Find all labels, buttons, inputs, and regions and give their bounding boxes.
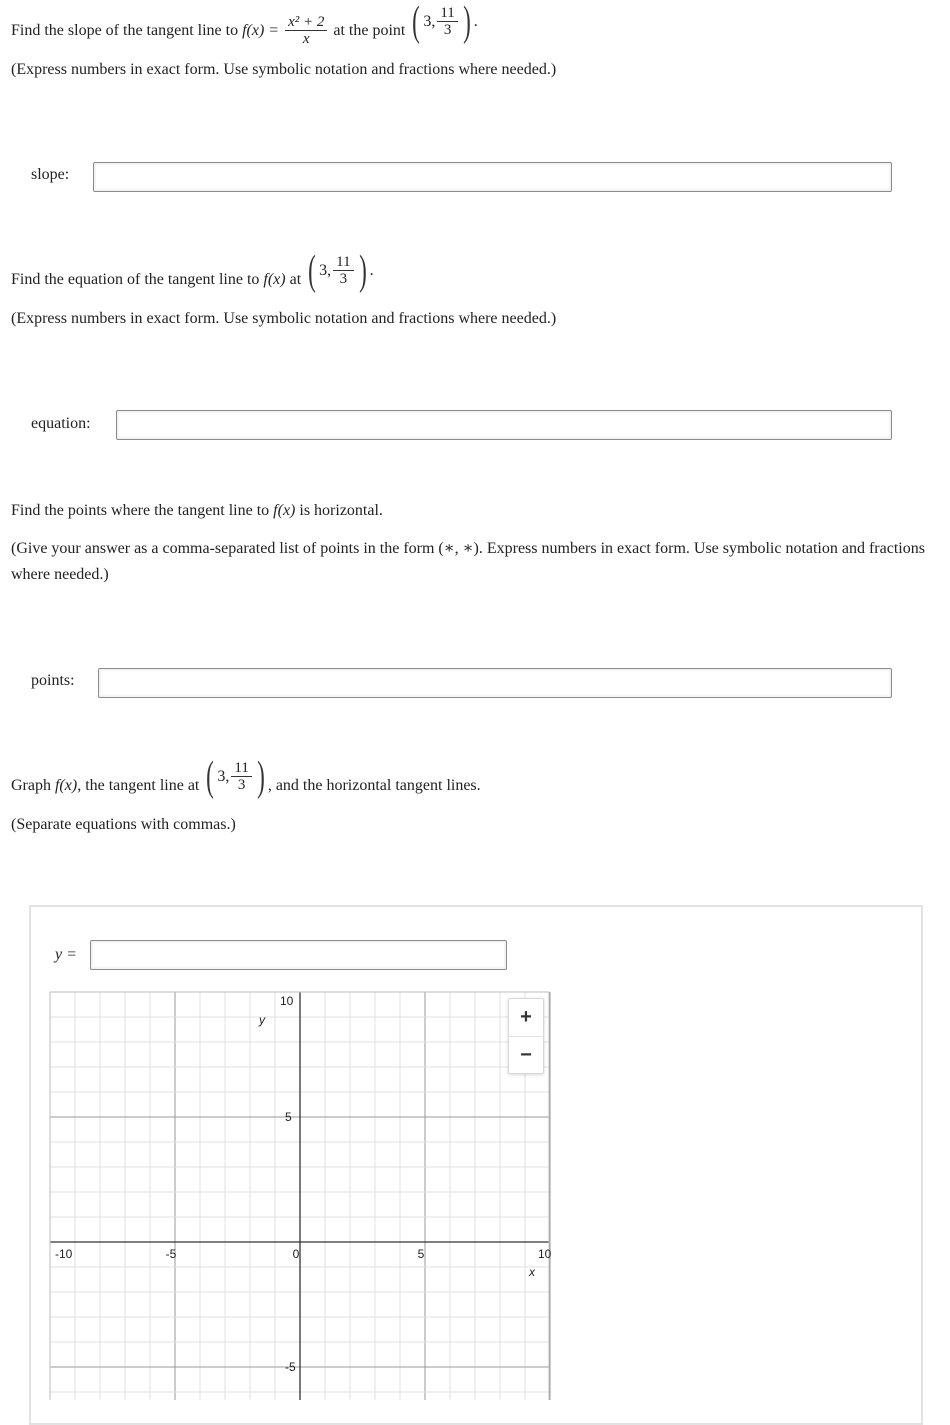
x-tick-label: 10 [538, 1247, 552, 1261]
q2-instruction: (Express numbers in exact form. Use symbolic notation and fractions where needed.) [11, 310, 557, 327]
y-axis-label: y [259, 1013, 265, 1027]
q2-prompt: Find the equation of the tangent line to f(x) at ( 3, $\frac{11}{3}$ ) . [11, 248, 374, 294]
y-tick-label: -5 [285, 1360, 296, 1374]
x-tick-label: 0 [292, 1247, 300, 1261]
q3-instruction: (Give your answer as a comma-separated list of points in the form (∗, ∗). Express numbers in exact form. Use symbolic notation and fractions where needed.) [11, 540, 925, 583]
equation-label: equation: [31, 415, 91, 432]
zoom-controls [508, 998, 544, 1074]
x-tick-label: -5 [165, 1247, 177, 1261]
points-label: points: [31, 672, 75, 689]
x-tick-label: -10 [55, 1247, 73, 1261]
q4-prompt: Graph f(x), the tangent line at ( 3, $\frac{11}{3}$ ) , and the horizontal tangent lines. [11, 754, 481, 800]
q4-point: ( 3, $\frac{11}{3}$ ) [206, 754, 265, 800]
q1-instruction: (Express numbers in exact form. Use symbolic notation and fractions where needed.) [11, 61, 557, 78]
x-axis-label: x [529, 1265, 535, 1279]
q1-point: ( 3, $\frac{11}{3}$ ) . [412, 0, 478, 45]
x-tick-label: 5 [417, 1247, 425, 1261]
zoom-in-button[interactable]: + [509, 999, 543, 1037]
q3-prompt: Find the points where the tangent line to f(x) is horizontal. [11, 502, 383, 519]
q1-prompt: Find the slope of the tangent line to f(x) = $\frac{\text{x² + 2}}{x}$ at the point ( 3, $\frac{11}{3}$ ) . [11, 0, 478, 48]
y-equals-label: y = [55, 946, 77, 963]
y-tick-label: 10 [280, 994, 294, 1008]
q2-point: ( 3, $\frac{11}{3}$ ) . [308, 248, 374, 294]
q4-instruction: (Separate equations with commas.) [11, 816, 236, 833]
slope-label: slope: [31, 166, 70, 183]
q1-function-fraction: $\frac{\text{x² + 2}}{x}$ [285, 15, 327, 47]
y-tick-label: 5 [285, 1110, 292, 1124]
zoom-out-button[interactable]: − [520, 1044, 532, 1066]
